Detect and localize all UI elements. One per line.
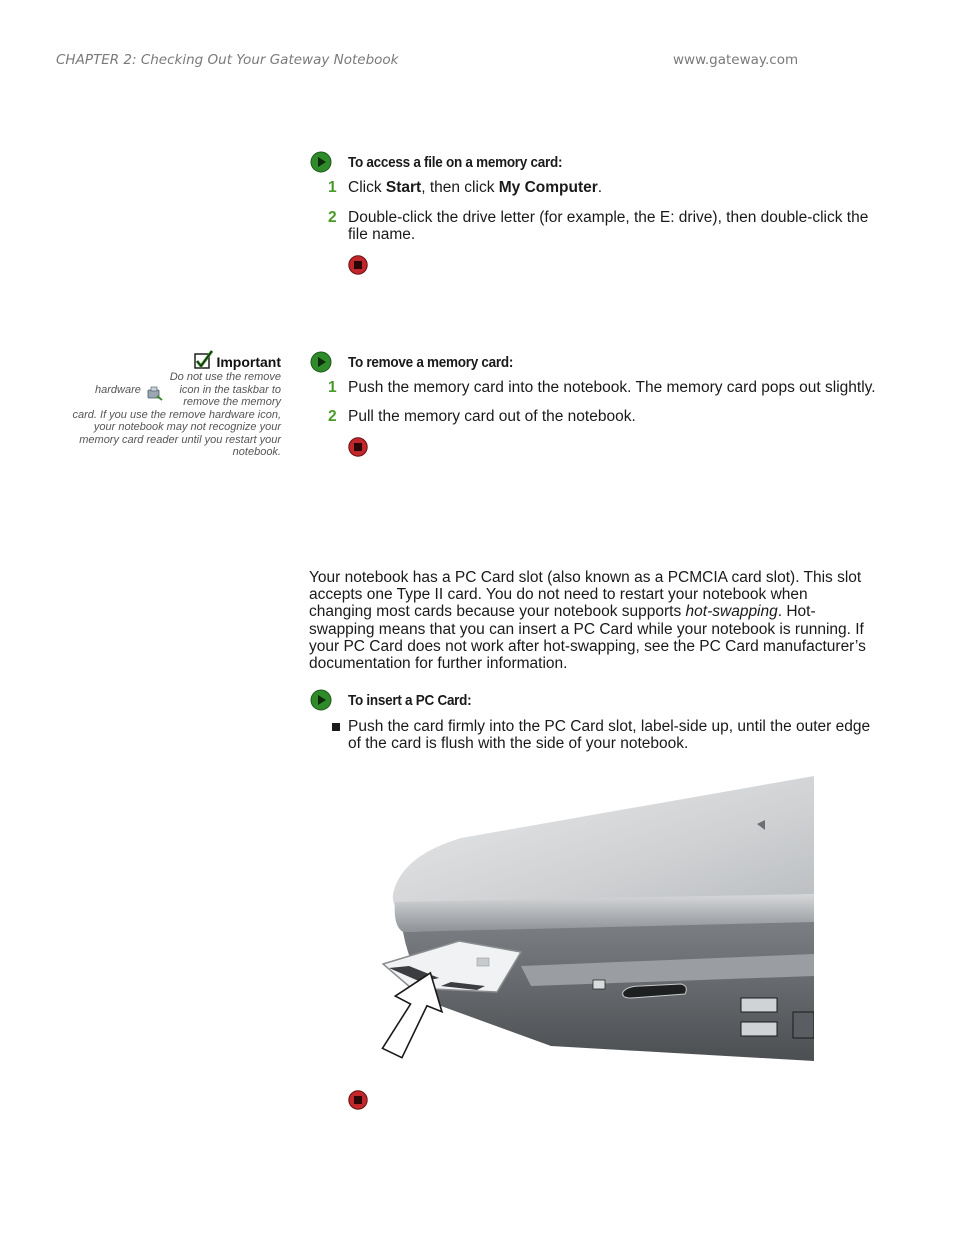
stop-icon (348, 255, 368, 275)
step-text: Click Start, then click My Computer. (348, 179, 603, 196)
insert-pc-card-procedure (310, 688, 878, 752)
go-arrow-icon (310, 689, 332, 711)
running-header-url: www.gateway.com (673, 52, 799, 68)
procedure-title: To insert a PC Card: (348, 691, 472, 709)
stop-icon (348, 1090, 368, 1110)
important-text: Do not use the remove hardware icon in the taskbar to remove the memory card. If you use the remove hardware icon, your notebook may not recognize your memory card reader until you restart your notebook. (72, 371, 281, 458)
notebook-pc-card-photo (381, 776, 814, 1076)
step-text: Double-click the drive letter (for example, the E: drive), then double-click the file name. (348, 209, 869, 243)
procedure-heading (310, 150, 878, 174)
remove-card-procedure (310, 350, 878, 457)
procedure-step (310, 209, 878, 243)
procedure-bullet-step (310, 718, 878, 752)
step-text: Push the card firmly into the PC Card slot, label-side up, until the outer edge of the card is flush with the side of your notebook. (348, 718, 871, 752)
procedure-step (310, 379, 878, 396)
start-term: Start (385, 179, 422, 196)
procedure-step (310, 179, 878, 196)
go-arrow-icon (310, 351, 332, 373)
step-number: 2 (328, 209, 337, 226)
procedure-step (310, 408, 878, 425)
stop-icon (348, 437, 368, 457)
procedure-title: To access a file on a memory card: (348, 153, 563, 171)
procedure-heading (310, 350, 878, 374)
important-note (60, 350, 281, 459)
checkmark-icon (192, 350, 214, 370)
remove-hardware-icon (145, 384, 165, 402)
bullet-square (310, 718, 348, 752)
step-number: 1 (328, 179, 337, 196)
step-text: Push the memory card into the notebook. The memory card pops out slightly. (348, 379, 876, 396)
procedure-title: To remove a memory card: (348, 353, 514, 371)
procedure-heading (310, 688, 878, 712)
running-header-chapter: CHAPTER 2: Checking Out Your Gateway Notebook (56, 52, 399, 68)
pc-card-description: Your notebook has a PC Card slot (also known as a PCMCIA card slot). This slot accepts one Type II card. You do not need to restart your notebook when changing most cards because your notebook supports hot-swapping. Hot-swapping means that you can insert a PC Card while your notebook is running. If your PC Card does not work after hot-swapping, see the PC Card manufacturer’s documentation for further information. (309, 569, 866, 673)
access-file-procedure (310, 150, 878, 275)
go-arrow-icon (310, 151, 332, 173)
step-text: Pull the memory card out of the notebook. (348, 408, 636, 425)
step-number: 1 (328, 379, 337, 396)
my-computer-term: My Computer (498, 179, 598, 196)
hot-swapping-term: hot-swapping (685, 603, 778, 621)
important-title: Important (216, 354, 281, 370)
step-number: 2 (328, 408, 337, 425)
important-heading (60, 350, 281, 370)
